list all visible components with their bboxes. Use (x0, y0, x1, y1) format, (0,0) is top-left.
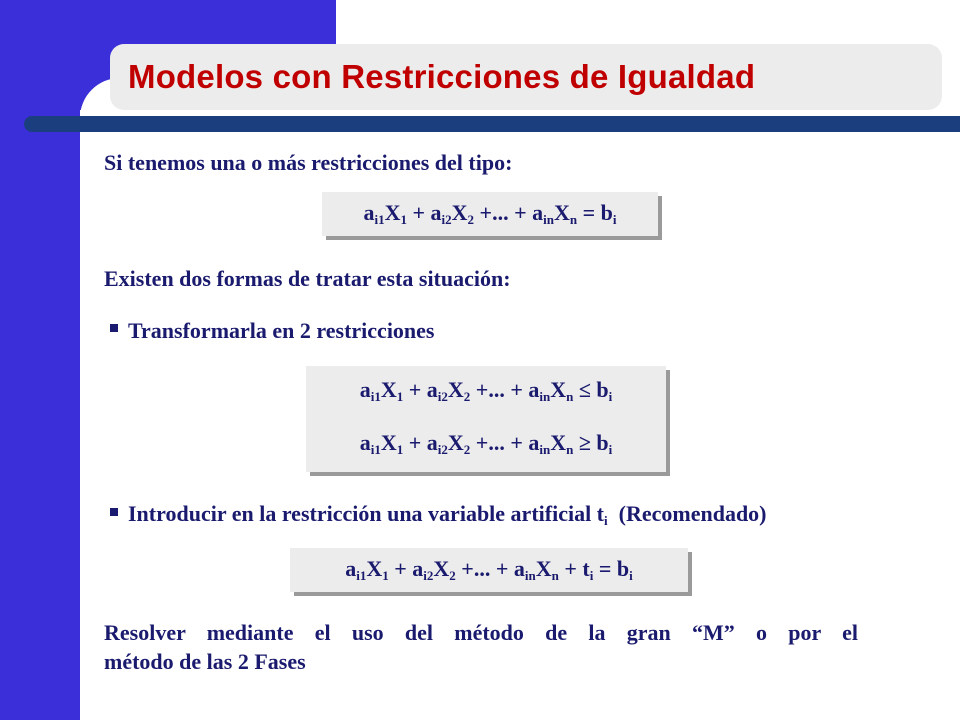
inequality-constraints-box (306, 366, 666, 472)
option-2-text: Introducir en la restricción una variable artificial $t_i$ (Recomendado) (128, 501, 767, 528)
slide-title: Modelos con Restricciones de Igualdad (128, 58, 756, 95)
conclusion-line-1: Resolver mediante el uso del método de la gran “M” o por el (104, 620, 858, 645)
intro-text: Si tenemos una o más restricciones del tipo: (104, 150, 513, 175)
artificial-variable-constraint: $a_{i1}X_1 + a_{i2}X_2$ +... + $a_{in}X_n + t_i = b_i$ (345, 556, 633, 583)
equality-constraint-box (322, 192, 658, 236)
left-accent-bar (0, 0, 80, 720)
bullet-icon (110, 324, 118, 332)
conclusion-paragraph (104, 618, 858, 676)
forms-heading: Existen dos formas de tratar esta situación: (104, 266, 511, 291)
ge-constraint: $a_{i1}X_1 + a_{i2}X_2$ +... + $a_{in}X_n \ge b_i$ (359, 430, 613, 457)
bullet-icon (110, 508, 118, 516)
conclusion-line-2: método de las 2 Fases (104, 649, 306, 674)
equality-constraint: $a_{i1}X_1 + a_{i2}X_2$ +... + $a_{in}X_n = b_i$ (363, 200, 617, 227)
le-constraint: $a_{i1}X_1 + a_{i2}X_2$ +... + $a_{in}X_n \le b_i$ (359, 377, 613, 404)
artificial-variable-box (290, 548, 688, 592)
title-divider (24, 116, 960, 132)
option-1-text: Transformarla en 2 restricciones (128, 318, 435, 343)
